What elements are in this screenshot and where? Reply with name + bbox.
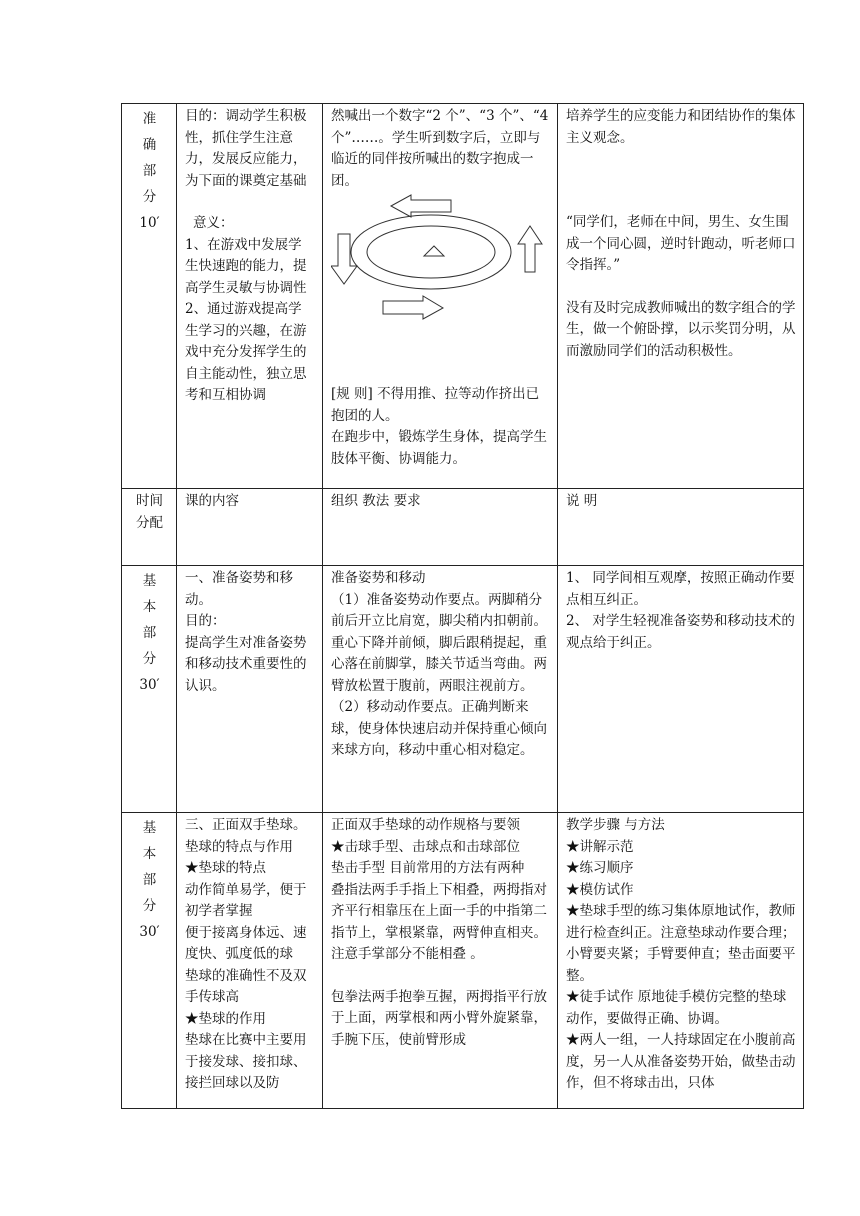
section-label-warmup: 准 确 部 分 10′ [122, 104, 177, 489]
arrow-up-icon [518, 226, 542, 272]
warmup-meaning-2: 2、通过游戏提高学生学习的兴趣，在游戏中充分发挥学生的自主能动性，独立思考和互相协调 [185, 301, 307, 403]
pass-notes-cell: 教学步骤 与方法 ★讲解示范 ★练习顺序 ★模仿试作 ★垫球手型的练习集体原地试作，教师进行检查纠正。注意垫球动作要合理；小臂要夹紧；手臂要伸直；垫击面要平整。 ★徒手试作 原地徒手模仿完整的垫球动作，要做得正确、协调。 ★两人一组，一人持球固定在小腹前高度，另一人从准备姿势开始，做垫击动作，但不将球击出，只体 [558, 813, 804, 1109]
warmup-method-text: 然喊出一个数字“2 个”、“3 个”、“4 个”……。学生听到数字后，立即与临近的同伴按所喊出的数字抱成一团。 [331, 108, 549, 189]
warmup-benefit: 在跑步中，锻炼学生身体，提高学生肢体平衡、协调能力。 [331, 429, 547, 467]
section-label-basic-1: 基 本 部 分 30′ [122, 566, 177, 813]
warmup-method-cell [323, 104, 558, 489]
header-time: 时间 分配 [122, 489, 177, 566]
warmup-note-1: 培养学生的应变能力和团结协作的集体主义观念。 [566, 108, 796, 146]
pass-method-cell: 正面双手垫球的动作规格与要领 ★击球手型、击球点和击球部位 垫击手型 目前常用的方法有两种 叠指法两手手指上下相叠，两拇指对齐平行相靠压在上面一手的中指第二指节上，掌根紧靠，两臂伸直相夹。注意手掌部分不能相叠 。 包拳法两手抱拳互握，两拇指平行放于上面，两掌根和两小臂外旋紧靠，手腕下压，使前臂形成 [323, 813, 558, 1109]
ready-content-cell: 一、准备姿势和移动。 目的： 提高学生对准备姿势和移动技术重要性的认识。 [177, 566, 323, 813]
header-content: 课的内容 [177, 489, 323, 566]
warmup-note-2: “同学们，老师在中间，男生、女生围成一个同心圆，逆时针跑动，听老师口令指挥。” [566, 214, 796, 273]
warmup-meaning-1: 1、在游戏中发展学生快速跑的能力，提高学生灵敏与协调性 [185, 236, 307, 296]
pass-row [122, 813, 804, 1109]
pass-content-cell: 三、正面双手垫球。 垫球的特点与作用 ★垫球的特点 动作简单易学，便于初学者掌握 便于接离身体远、速度快、弧度低的球 垫球的准确性不及双手传球高 ★垫球的作用 垫球在比赛中主要用于接发球、接扣球、接拦回球以及防 [177, 813, 323, 1109]
ready-method-cell: 准备姿势和移动 （1）准备姿势动作要点。两脚稍分前后开立比肩宽，脚尖稍内扣朝前。重心下降并前倾，脚后跟稍提起，重心落在前脚掌，膝关节适当弯曲。两臂放松置于腹前，两眼注视前方。 （2）移动动作要点。正确判断来球，使身体快速启动并保持重心倾向来球方向，移动中重心相对稳定。 [323, 566, 558, 813]
warmup-note-3: 没有及时完成教师喊出的数字组合的学生，做一个俯卧撑，以示奖罚分明，从而激励同学们的活动积极性。 [566, 299, 796, 359]
warmup-content-cell [177, 104, 323, 489]
teacher-triangle-icon [424, 246, 444, 256]
ready-notes-cell: 1、 同学间相互观摩，按照正确动作要点相互纠正。 2、 对学生轻视准备姿势和移动技术的观点给于纠正。 [558, 566, 804, 813]
warmup-rules: [规 则] 不得用推、拉等动作挤出已抱团的人。 [331, 386, 540, 424]
warmup-meaning-label: 意义： [193, 215, 234, 231]
warmup-purpose: 目的：调动学生积极性，抓住学生注意力，发展反应能力，为下面的课奠定基础 [185, 108, 307, 189]
lesson-plan-table [121, 103, 804, 1109]
section-label-basic-2: 基 本 部 分 30′ [122, 813, 177, 1109]
warmup-notes-cell [558, 104, 804, 489]
arrow-left-icon [391, 195, 451, 217]
arrow-right-icon [383, 296, 443, 319]
warmup-row [122, 104, 804, 489]
running-circle-diagram [331, 194, 556, 344]
header-row [122, 489, 804, 566]
arrow-down-icon [331, 234, 357, 284]
header-notes: 说 明 [558, 489, 804, 566]
header-method: 组织 教法 要求 [323, 489, 558, 566]
ready-posture-row [122, 566, 804, 813]
